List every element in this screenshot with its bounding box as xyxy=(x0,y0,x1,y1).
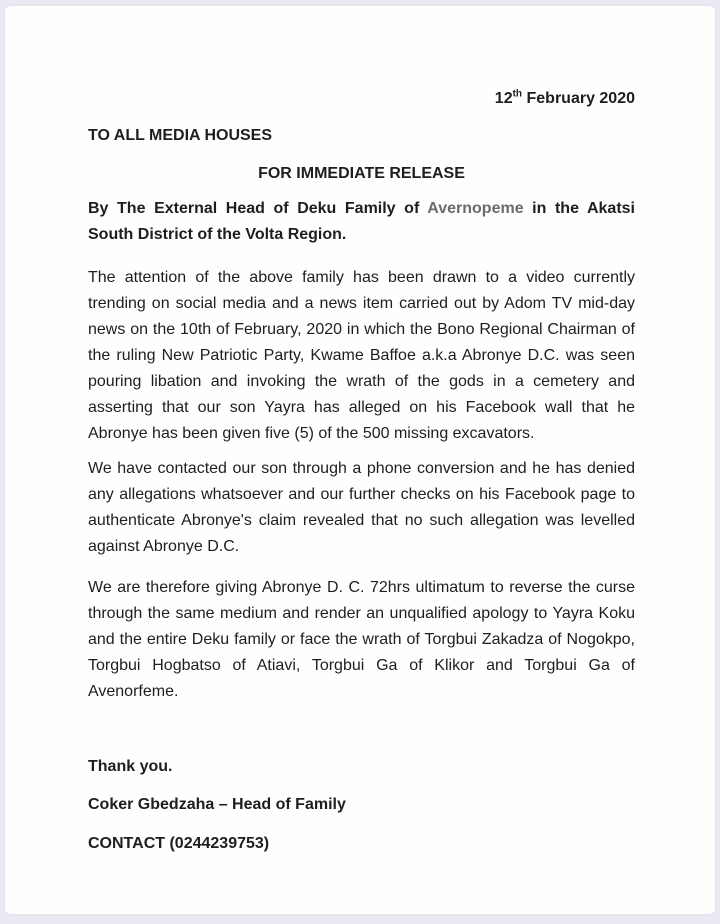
byline xyxy=(88,196,635,248)
body-paragraph-3: We are therefore giving Abronye D. C. 72hrs ultimatum to reverse the curse through the same medium and render an unqualified apology to Yayra Koku and the entire Deku family or face the wrath of Torgbui Zakadza of Nogokpo, Torgbui Hogbatso of Atiavi, Torgbui Ga of Klikor and Torgbui Ga of Avenorfeme. xyxy=(88,579,635,700)
release-headline: FOR IMMEDIATE RELEASE xyxy=(258,165,465,182)
contact-line: CONTACT (0244239753) xyxy=(88,835,270,852)
byline-text-after: in the Akatsi South District of the Volta Region. xyxy=(88,200,635,243)
date-ordinal-superscript: th xyxy=(512,88,523,100)
body-paragraph-1: The attention of the above family has been drawn to a video currently trending on social media and a news item carried out by Adom TV mid-day news on the 10th of February, 2020 in which the Bono Regional Chairman of the ruling New Patriotic Party, Kwame Baffoe a.k.a Abronye D.C. was seen pouring libation and invoking the wrath of the gods in a cemetery and asserting that our son Yayra has alleged on his Facebook wall that he Abronye has been given five (5) of the 500 missing excavators. xyxy=(88,269,635,442)
date-day: 12 xyxy=(494,90,513,107)
byline-text-before: By The External Head of Deku Family of xyxy=(88,200,428,217)
byline-place-name: Avernopeme xyxy=(427,200,524,217)
signature-line: Coker Gbedzaha – Head of Family xyxy=(88,796,346,813)
letter-content xyxy=(5,6,715,857)
letter-document xyxy=(4,5,716,915)
date-line xyxy=(88,86,635,112)
recipient-line: TO ALL MEDIA HOUSES xyxy=(88,127,273,144)
closing-line: Thank you. xyxy=(88,758,173,775)
date-rest: February 2020 xyxy=(522,90,635,107)
body-paragraph-2: We have contacted our son through a phone conversion and he has denied any allegations whatsoever and our further checks on his Facebook page to authenticate Abronye's claim revealed that no such allegation was levelled against Abronye D.C. xyxy=(88,460,635,555)
